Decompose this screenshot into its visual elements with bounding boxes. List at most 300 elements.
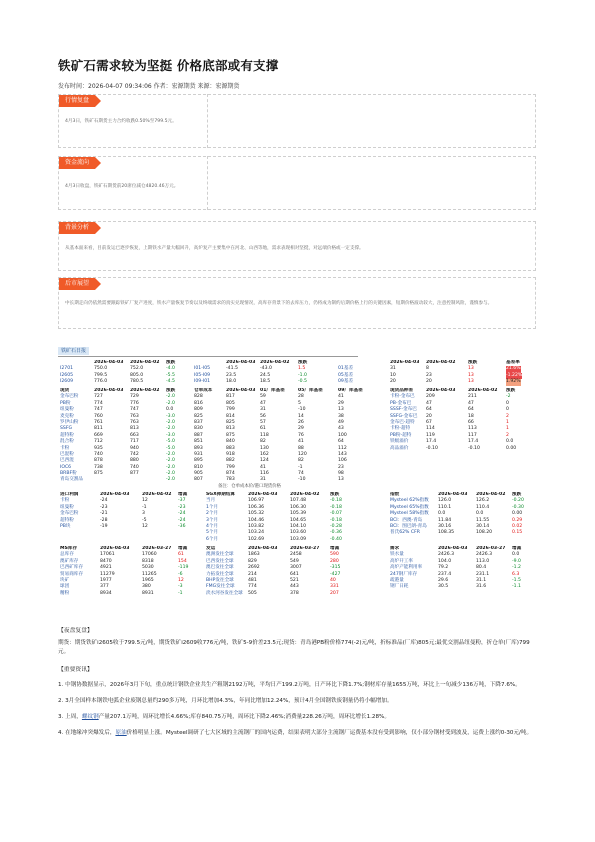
table-header-cell: 05厂库基差 xyxy=(298,388,323,393)
table-header-cell: 2026-04-03 xyxy=(438,492,468,497)
table-cell: 8931 xyxy=(142,590,154,596)
table-cell: 17.4 xyxy=(426,439,437,445)
table-cell: 712 xyxy=(94,439,103,445)
table-cell: -28 xyxy=(100,517,108,523)
table-cell: 2426.3 xyxy=(476,552,493,558)
table-cell: 875 xyxy=(94,471,103,477)
table-cell: 103.82 xyxy=(248,523,265,529)
table-cell: I2609 xyxy=(60,379,74,385)
table-cell: 805 xyxy=(226,400,235,406)
table-header-cell: 2026-03-27 xyxy=(142,546,172,551)
table-cell: 828 xyxy=(194,394,203,400)
table-cell: 普氏62% CFR xyxy=(390,530,420,536)
table-cell: 780.5 xyxy=(130,379,144,385)
table-cell: 882 xyxy=(226,458,235,464)
table-cell: 29.6 xyxy=(438,577,449,583)
table-header-cell: 09厂库基差 xyxy=(338,388,363,393)
table-cell: 30.14 xyxy=(476,523,490,529)
table-cell: 810 xyxy=(194,464,203,470)
table-cell: -0.18 xyxy=(330,504,342,510)
table-cell: 740 xyxy=(94,451,103,457)
table-cell: SSSF-金布巴 xyxy=(390,407,417,413)
table-cell: 154 xyxy=(178,558,187,564)
table-cell: 纽曼粉 xyxy=(60,407,74,413)
table-cell: 20 xyxy=(426,379,432,385)
table-cell: 卡粉-超特 xyxy=(390,426,411,432)
news-text: 价格明显上涨。Mysteel调研了七大区域的主流钢厂的国内运费，结果表明大部分主流钢厂运费基本没有受到影响，仅小部分钢材受到波及，运费上涨约0-30元/吨。 xyxy=(126,730,533,736)
table-cell: 211 xyxy=(468,394,477,400)
table-cell: IOC6 xyxy=(60,464,72,470)
table-header-cell: 2026-04-03 xyxy=(100,546,130,551)
table-cell: -23 xyxy=(178,504,186,510)
table-cell: 超特粉 xyxy=(60,432,74,438)
news-heading: 【重要资讯】 xyxy=(58,667,93,673)
table-header-cell: 2026-04-03 xyxy=(438,546,468,551)
table-cell: 18 xyxy=(468,413,474,419)
table-header-cell: 指数 xyxy=(390,492,400,497)
table-cell: 331 xyxy=(330,584,339,590)
table-cell: 巴西矿库存 xyxy=(60,565,83,571)
table-cell: 力拓发往全球 xyxy=(206,571,234,577)
table-cell: 49 xyxy=(338,419,344,425)
article-title: 铁矿石需求较为坚挺 价格底部或有支撑 xyxy=(58,58,279,73)
table-cell: 0.0 xyxy=(438,511,446,517)
table-cell: 113.0 xyxy=(476,558,490,564)
news-text: 2. 3月全国样本钢铁电弧企业废钢总量约290多万吨，月环比增加4.3%，年同比增加12.24%，预计4月全国钢铁废钢量仍将小幅增加。 xyxy=(58,698,393,704)
table-row xyxy=(58,591,536,597)
table-cell: -0.10 xyxy=(468,445,480,451)
table-cell: -43.0 xyxy=(260,366,272,372)
table-cell: 874 xyxy=(226,471,235,477)
table-cell: I05-I09 xyxy=(194,372,211,378)
table-cell: 当月 xyxy=(206,498,216,504)
table-cell: 669 xyxy=(94,432,103,438)
table-header-cell: 涨跌 xyxy=(330,492,340,497)
table-cell: 940 xyxy=(130,445,139,451)
news-text: 3. 上周， xyxy=(58,714,82,720)
table-cell: 816 xyxy=(194,400,203,406)
table-cell: 162 xyxy=(260,451,269,457)
table-cell: 209 xyxy=(426,394,435,400)
table-cell: 805.0 xyxy=(130,372,144,378)
table-cell: 66 xyxy=(468,419,474,425)
table-header-cell: 2026-03-27 xyxy=(476,546,506,551)
table-cell: 30.16 xyxy=(438,523,452,529)
table-cell: 5个月 xyxy=(206,530,219,536)
table-row xyxy=(58,477,536,483)
table-cell: 23 xyxy=(426,372,432,378)
table-cell: 481 xyxy=(248,577,257,583)
table-header-cell: 2026-04-02 xyxy=(142,492,172,497)
table-cell: PB-金布巴 xyxy=(390,400,412,406)
table-cell: 31 xyxy=(260,407,266,413)
table-cell: 79.2 xyxy=(438,565,449,571)
table-cell: 11.55 xyxy=(476,517,490,523)
table-cell: 774 xyxy=(248,584,257,590)
table-cell: 82 xyxy=(298,458,304,464)
table-cell: 0.0 xyxy=(166,407,174,413)
table-cell: 64 xyxy=(338,439,344,445)
table-cell: 麦克粉 xyxy=(60,413,74,419)
market-review-text: 4月3日，铁矿石期货主力合约收跌0.50%至799.5元。 xyxy=(65,119,177,124)
table-cell: 825 xyxy=(226,419,235,425)
table-cell: 59 xyxy=(260,394,266,400)
table-cell: 罗伊山粉 xyxy=(60,419,79,425)
table-cell: 143 xyxy=(338,451,347,457)
table-cell: 750.0 xyxy=(94,366,108,372)
table-cell: -23 xyxy=(100,504,108,510)
background-text: 从基本面来看，目前发运已逐步恢复，上期铁水产量大幅回升，高炉复产主要集中在河北、山西等地，需求表现相对坚挺，对远端价格或一定支撑。 xyxy=(65,246,364,251)
table-header-cell: 2026-04-02 xyxy=(260,360,290,365)
table-cell: 总库存 xyxy=(60,552,74,558)
table-cell: 1.5 xyxy=(298,366,306,372)
table-cell: 521 xyxy=(290,577,299,583)
table-cell: 763 xyxy=(130,413,139,419)
table-cell: 883 xyxy=(226,445,235,451)
table-cell: 43 xyxy=(338,426,344,432)
table-cell: -4.5 xyxy=(166,379,175,385)
news-item xyxy=(58,713,536,722)
table-cell: 17061 xyxy=(100,552,115,558)
table-cell: -10 xyxy=(298,407,306,413)
news-item xyxy=(58,681,536,690)
table-cell: 澳洲发往全球 xyxy=(206,552,234,558)
table-cell: 28 xyxy=(298,394,304,400)
article-meta: 发布时间：2026-04-07 09:34:06 作者：宏源期货 来源：宏源期货 xyxy=(58,83,240,90)
table-cell: 126.0 xyxy=(438,498,452,504)
table-cell: 块矿 xyxy=(60,577,70,583)
table-cell: 金布巴-超特 xyxy=(390,419,415,425)
table-cell: 4921 xyxy=(100,565,112,571)
table-cell: 76 xyxy=(298,432,304,438)
table-cell: I01-I05 xyxy=(194,366,211,372)
table-cell: 110.1 xyxy=(438,504,452,510)
table-inventory xyxy=(58,546,536,602)
table-cell: 23 xyxy=(338,464,344,470)
table-cell: 0.00 xyxy=(512,511,523,517)
table-cell: I2605 xyxy=(60,372,74,378)
table-cell: 5 xyxy=(298,400,301,406)
divider xyxy=(207,94,208,148)
table-cell: 105.39 xyxy=(290,511,307,517)
table-cell: 104.46 xyxy=(248,517,265,523)
table-cell: 807 xyxy=(194,477,203,483)
table-cell: 铁级溢价 xyxy=(390,439,409,445)
table-cell: -2.0 xyxy=(166,464,175,470)
table-cell: 金布巴粉 xyxy=(60,511,79,517)
table-cell: 14 xyxy=(298,413,304,419)
table-cell: 231.1 xyxy=(476,571,490,577)
table-cell: 103.24 xyxy=(248,530,265,536)
table-cell: 763 xyxy=(130,419,139,425)
table-header-cell: 2026-04-02 xyxy=(290,492,320,497)
table-cell: 4个月 xyxy=(206,523,219,529)
table-cell: 40 xyxy=(330,577,336,583)
table-cell: 0.00 xyxy=(506,445,517,451)
table-cell: 0 xyxy=(506,400,509,406)
table-cell: 887 xyxy=(194,432,203,438)
table-cell: -1 xyxy=(298,464,303,470)
table-cell: 878 xyxy=(94,458,103,464)
table-cell: -37 xyxy=(178,498,186,504)
table-cell: 811 xyxy=(94,426,103,432)
table-header-cell: 2026-04-03 xyxy=(226,360,256,365)
table-cell: 6个月 xyxy=(206,536,219,542)
table-cell: 829 xyxy=(248,558,257,564)
table-cell: Mysteel 65%指数 xyxy=(390,504,429,510)
table-cell: 41 xyxy=(338,394,344,400)
news-text: 1. 中钢协数据显示，2026年3月下旬，重点统计钢铁企业共生产粗钢2192万吨，平均日产199.2万吨，日产环比下降1.7%;钢材库存量1655万吨，环比上一旬减少136万吨，下降7.6%。 xyxy=(58,682,521,688)
table-cell: I09-I01 xyxy=(194,379,211,385)
table-cell: -427 xyxy=(330,571,341,577)
table-cell: 98 xyxy=(338,471,344,477)
table-cell: 6.3 xyxy=(512,571,520,577)
table-cell: 114 xyxy=(426,426,435,432)
table-cell: 103.60 xyxy=(290,530,307,536)
table-header-cell: 涨跌 xyxy=(468,360,478,365)
table-cell: 混合粉 xyxy=(60,439,74,445)
table-cell: 5030 xyxy=(142,565,154,571)
table-note: 备注：仓单成本价/港口现货价格 xyxy=(218,484,281,489)
table-cell: 905 xyxy=(194,471,203,477)
news-text: 产量207.1万吨，周环比增长4.66%;库存840.75万吨，周环比下降2.46%;消费量228.26万吨，周环比增长1.28%。 xyxy=(98,714,390,720)
table-cell: 20 xyxy=(390,379,396,385)
table-cell: 卡粉-金布巴 xyxy=(390,394,415,400)
table-spot xyxy=(58,388,536,484)
table-import xyxy=(58,492,536,544)
table-cell: SSFG xyxy=(60,426,73,432)
table-cell: -0.20 xyxy=(512,498,524,504)
table-cell: 80.4 xyxy=(476,565,487,571)
table-cell: 17060 xyxy=(142,552,157,558)
table-cell: 809 xyxy=(194,407,203,413)
table-cell: 47 xyxy=(426,400,432,406)
table-cell: -5.0 xyxy=(166,439,175,445)
table-cell: 29 xyxy=(338,400,344,406)
table-cell: -315 xyxy=(330,565,341,571)
table-cell: -24 xyxy=(178,517,186,523)
table-cell: 727 xyxy=(94,394,103,400)
table-cell: 09基差 xyxy=(338,379,354,385)
table-cell: 590 xyxy=(330,552,339,558)
table-cell: -10 xyxy=(298,477,306,483)
table-cell: BCI：西澳-青岛 xyxy=(390,517,423,523)
table-cell: 8934 xyxy=(100,590,112,596)
table-cell: 38 xyxy=(338,413,344,419)
table-cell: -1.1 xyxy=(512,584,521,590)
table-cell: -2.0 xyxy=(166,419,175,425)
table-cell: PB粉-超特 xyxy=(390,432,412,438)
table-cell: BHP发往全球 xyxy=(206,577,234,583)
table-cell: 935 xyxy=(94,445,103,451)
table-cell: -0.18 xyxy=(330,498,342,504)
fund-flow-box xyxy=(58,156,536,210)
table-cell: 纽曼粉 xyxy=(60,504,74,510)
table-cell: 8318 xyxy=(142,558,154,564)
table-cell: 813 xyxy=(130,426,139,432)
table-cell: -2.0 xyxy=(166,451,175,457)
table-cell: BRBF粉 xyxy=(60,471,77,477)
table-cell: 56 xyxy=(260,413,266,419)
table-header-cell: 增减 xyxy=(330,546,340,551)
table-cell: 119 xyxy=(426,432,435,438)
table-cell: 巴混粉 xyxy=(60,451,74,457)
table-cell: 61 xyxy=(178,552,184,558)
news-item xyxy=(58,729,536,738)
news-item xyxy=(58,697,536,706)
table-cell: -119 xyxy=(178,565,189,571)
table-cell: -1.5 xyxy=(512,577,521,583)
table-cell: 2458 xyxy=(290,552,302,558)
table-cell: 金布巴粉 xyxy=(60,394,79,400)
news-link[interactable]: 螺纹钢 xyxy=(81,714,99,720)
table-cell: 21.6% xyxy=(506,366,521,372)
table-cell: 12 xyxy=(178,577,184,583)
table-cell: 1 xyxy=(506,426,509,432)
review-heading: 【夜盘复盘】 xyxy=(58,628,93,634)
news-link[interactable]: 原油 xyxy=(115,730,127,736)
table-cell: 104.10 xyxy=(290,523,307,529)
table-cell: 104.0 xyxy=(438,558,452,564)
table-cell: 377 xyxy=(100,584,109,590)
table-header-cell: 01厂库基差 xyxy=(260,388,285,393)
table-cell: 64 xyxy=(468,407,474,413)
table-cell: FMG发往全球 xyxy=(206,584,235,590)
table-cell: 13 xyxy=(338,477,344,483)
table-cell: 超特粉 xyxy=(60,517,74,523)
table-cell: 799.5 xyxy=(94,372,108,378)
table-cell: SSFG-金布巴 xyxy=(390,413,418,419)
table-cell: 47 xyxy=(468,400,474,406)
table-cell: 380 xyxy=(142,584,151,590)
table-cell: 31.1 xyxy=(476,577,487,583)
table-cell: 837 xyxy=(194,419,203,425)
table-cell: 11265 xyxy=(142,571,157,577)
table-cell: -1.2 xyxy=(512,565,521,571)
table-cell: 高炉开工率 xyxy=(390,558,413,564)
table-cell: -24 xyxy=(178,511,186,517)
table-cell: 830 xyxy=(194,426,203,432)
table-cell: 13 xyxy=(468,366,474,372)
table-header-cell: 现货 xyxy=(60,388,70,393)
table-cell: -24 xyxy=(100,498,108,504)
table-cell: 106 xyxy=(338,458,347,464)
table-cell: 67 xyxy=(426,419,432,425)
table-cell: 931 xyxy=(194,451,203,457)
table-cell: -3.0 xyxy=(166,432,175,438)
table-cell: 巴西混 xyxy=(60,458,74,464)
table-cell: 505 xyxy=(248,590,257,596)
table-cell: 799 xyxy=(226,464,235,470)
table-cell: -4.0 xyxy=(166,366,175,372)
outlook-box xyxy=(58,277,536,329)
table-cell: 精粉 xyxy=(60,590,70,596)
table-cell: 82 xyxy=(260,439,266,445)
table-header-cell: 增减 xyxy=(178,492,188,497)
table-cell: 761 xyxy=(94,419,103,425)
table-cell: 108.20 xyxy=(476,530,493,536)
table-cell: 01基差 xyxy=(338,366,354,372)
table-header-cell: 2026-04-03 xyxy=(248,492,278,497)
table-cell: 717 xyxy=(130,439,139,445)
market-review-box xyxy=(58,94,536,148)
table-cell: 126.2 xyxy=(476,498,490,504)
table-cell: 918 xyxy=(226,451,235,457)
table-cell: PB块 xyxy=(60,523,71,529)
table-cell: 776 xyxy=(130,400,139,406)
table-cell: 钢厂日耗 xyxy=(390,584,409,590)
table-header-cell: 仓单成本 xyxy=(194,388,213,393)
table-cell: 113 xyxy=(468,426,477,432)
news-list xyxy=(58,681,536,745)
table-tab xyxy=(58,348,358,357)
table-cell: -5 xyxy=(142,517,147,523)
table-cell: -36 xyxy=(178,523,186,529)
table-cell: 107.48 xyxy=(290,498,307,504)
table-cell: 799 xyxy=(226,407,235,413)
table-cell: 巴西发往全球 xyxy=(206,558,234,564)
outlook-text: 中长期走向仍依然需要跟踪铁矿厂复产进度，铁水产量恢复节奏以及终端需求的真实兑现情况，高库存背景下的去库压力，仍将成为制约后期价格上行的关键因素，短期价格波动较大，注意控制风险，谨慎参与。 xyxy=(65,301,493,306)
table-cell: 8 xyxy=(426,366,429,372)
table-cell: -2.0 xyxy=(166,471,175,477)
table-cell: 549 xyxy=(290,558,299,564)
table-cell: -1.22% xyxy=(506,372,523,378)
table-cell: Mysteel 58%指数 xyxy=(390,511,429,517)
table-cell: 247钢厂库存 xyxy=(390,571,418,577)
table-header-cell: 增减 xyxy=(178,546,188,551)
table-header-cell: 涨跌 xyxy=(166,360,176,365)
table-cell: -0.10 xyxy=(426,445,438,451)
table-cell: 铁水量 xyxy=(390,552,404,558)
table-cell: 41 xyxy=(260,464,266,470)
review-text: 期货：期货铁矿i2605收于799.5元/吨，期货铁矿i2609收776元/吨，铁矿5-9价差23.5元;现货：青岛港PB粉价格774(-2)元/吨，折标准品(厂库)805元;最优交割品纽曼粉，折仓单(厂库)799元。 xyxy=(58,640,530,655)
divider xyxy=(207,156,208,210)
table-header-cell: 2026-04-03 xyxy=(248,546,278,551)
table-cell: 110.4 xyxy=(476,504,490,510)
table-cell: 88 xyxy=(298,445,304,451)
table-cell: 18.0 xyxy=(226,379,237,385)
table-cell: 104.65 xyxy=(290,517,307,523)
table-cell: 877 xyxy=(130,471,139,477)
table-cell: -2.0 xyxy=(166,426,175,432)
table-cell: -21 xyxy=(100,511,108,517)
table-cell: 23.5 xyxy=(226,372,237,378)
table-cell: 12 xyxy=(142,498,148,504)
table-cell: 1个月 xyxy=(206,504,219,510)
table-cell: Mysteel 62%指数 xyxy=(390,498,429,504)
table-cell: 1 xyxy=(506,419,509,425)
table-cell: 30.5 xyxy=(438,584,449,590)
table-cell: 3007 xyxy=(290,565,302,571)
table-cell: 106.97 xyxy=(248,498,265,504)
table-cell: 237.4 xyxy=(438,571,452,577)
table-cell: 1965 xyxy=(142,577,154,583)
table-row xyxy=(58,379,536,385)
table-header-cell: 2026-04-03 xyxy=(426,388,456,393)
table-cell: 106.36 xyxy=(248,504,265,510)
table-cell: 1863 xyxy=(248,552,260,558)
table-cell: -0.30 xyxy=(512,504,524,510)
table-cell: 12 xyxy=(142,523,148,529)
table-cell: 117 xyxy=(468,432,477,438)
table-cell: -0.07 xyxy=(330,511,342,517)
table-cell: 31 xyxy=(390,366,396,372)
table-header-cell: 2026-04-02 xyxy=(130,388,160,393)
table-cell: I2701 xyxy=(60,366,74,372)
table-cell: 2426.3 xyxy=(438,552,455,558)
table-header-cell: 涨跌 xyxy=(166,388,176,393)
table-cell: 74 xyxy=(298,471,304,477)
